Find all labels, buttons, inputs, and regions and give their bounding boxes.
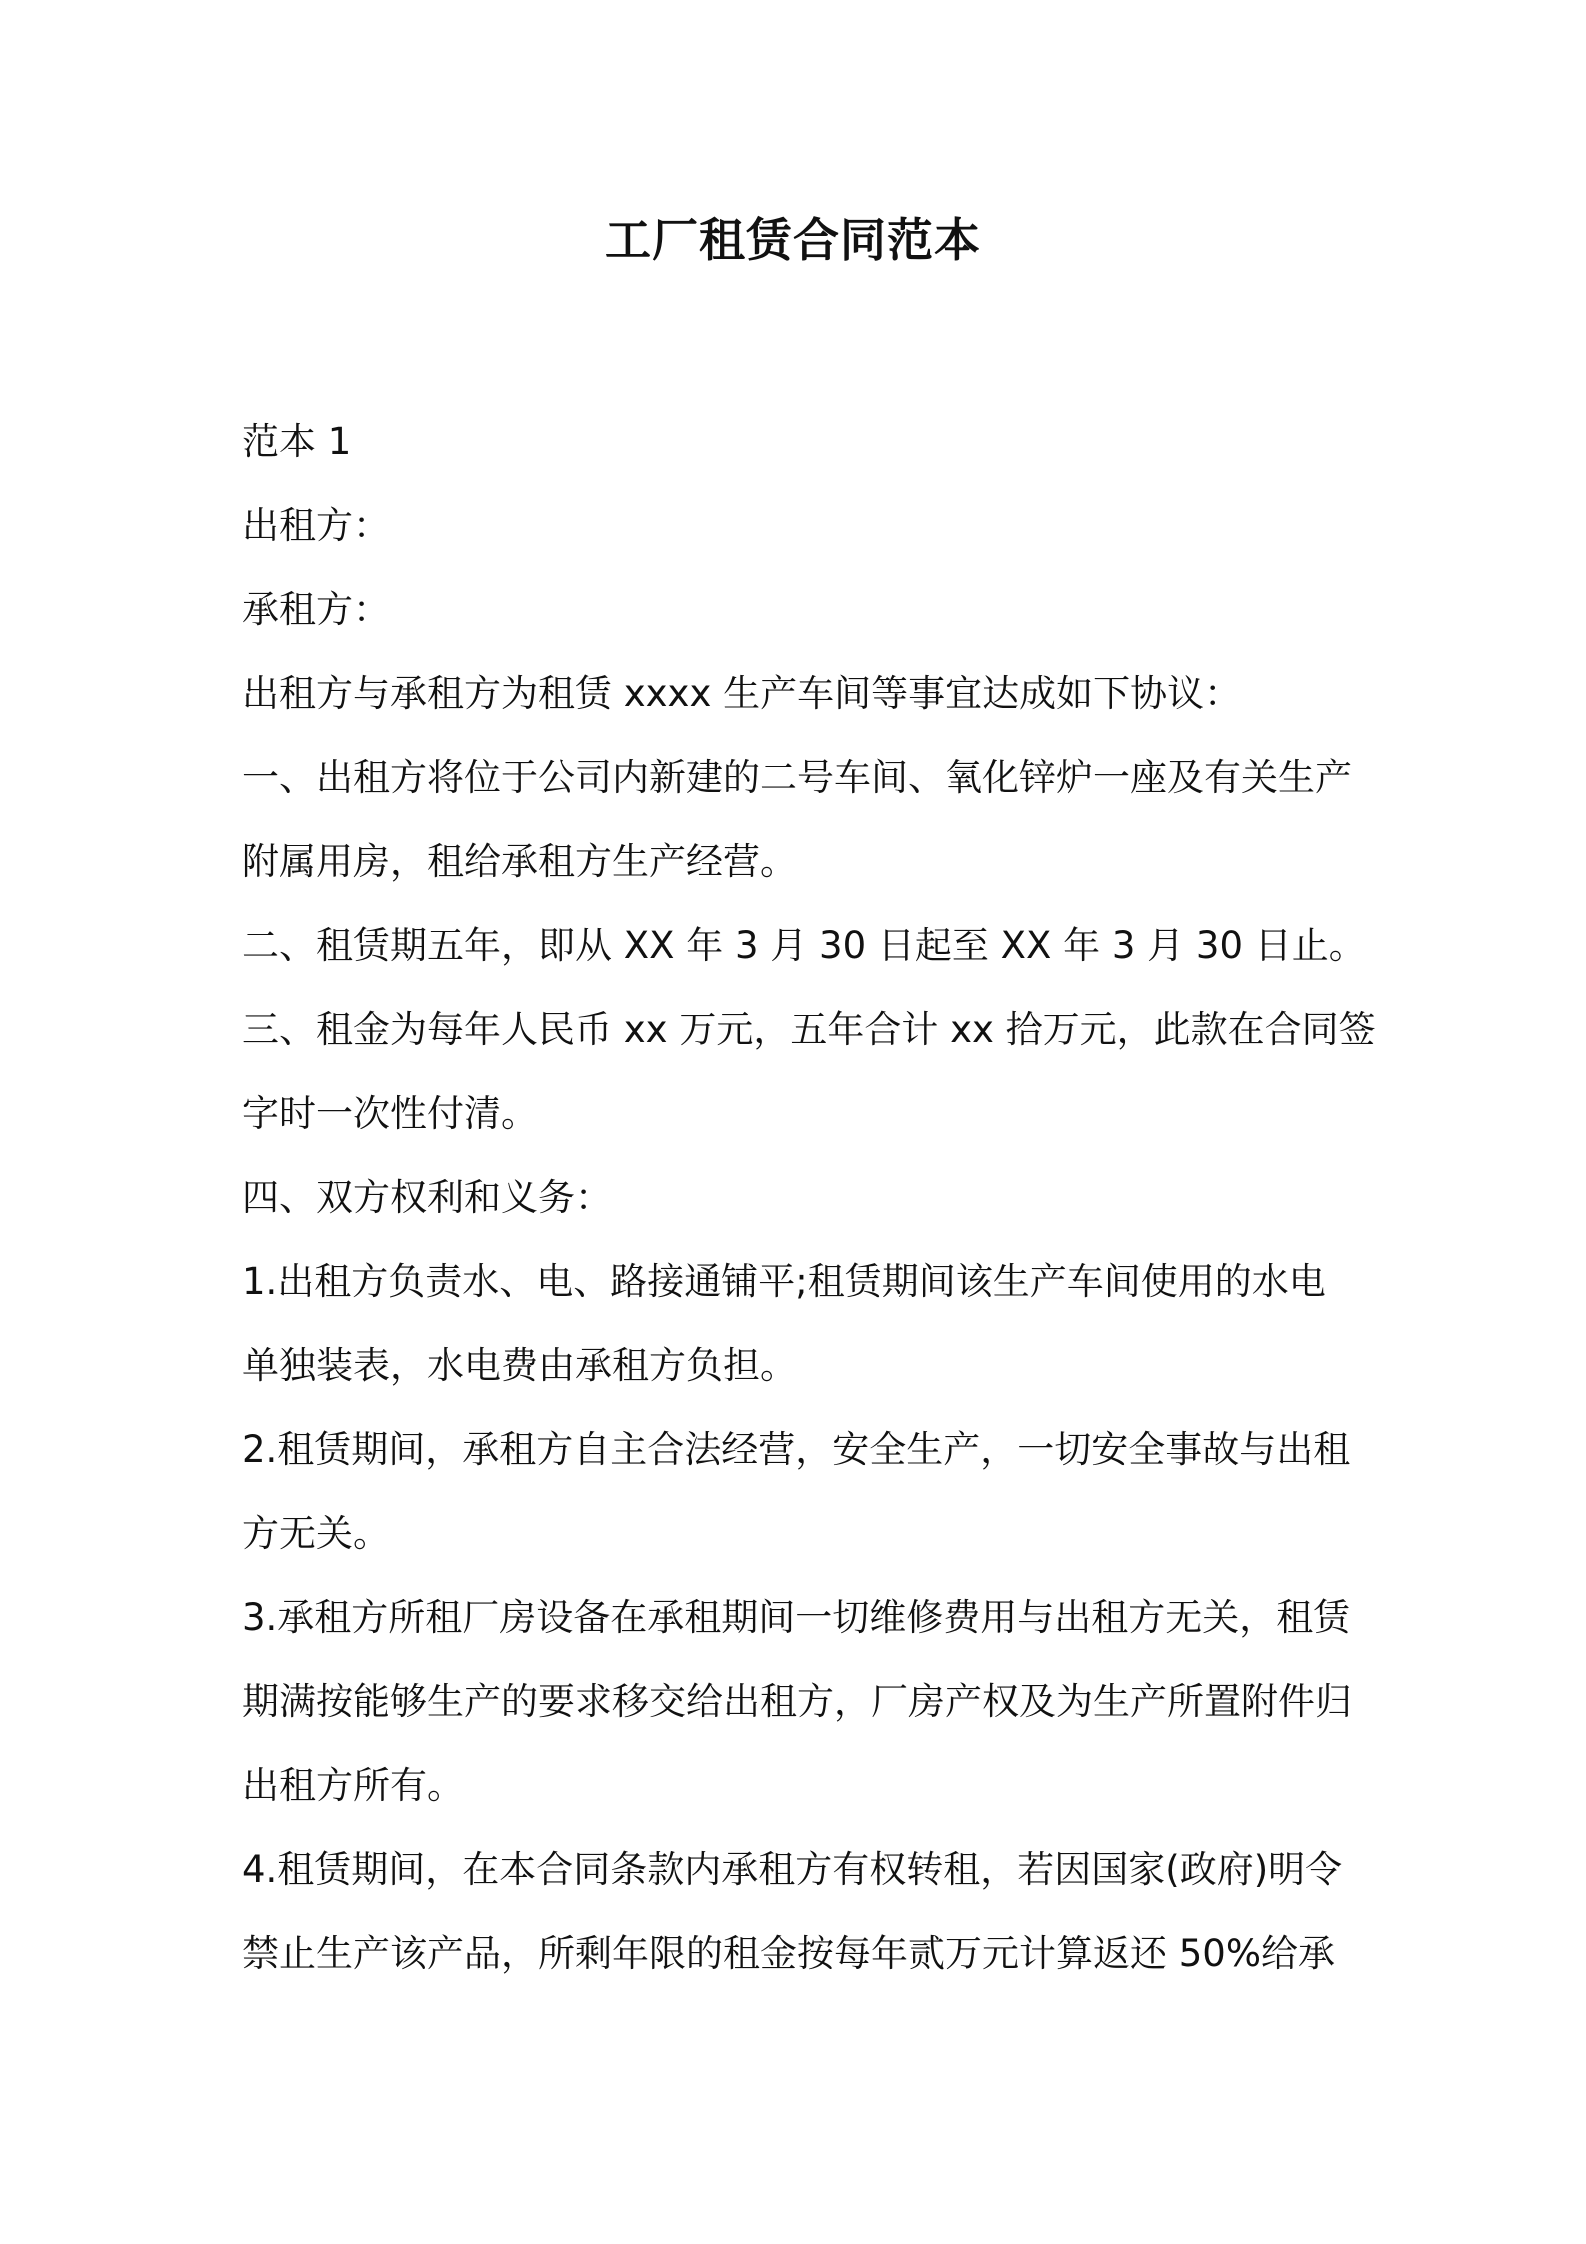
- document-body: [242, 400, 1376, 1996]
- text-line: 4.租赁期间，在本合同条款内承租方有权转租，若因国家(政府)明令: [242, 1848, 1343, 1891]
- text-line: 1.出租方负责水、电、路接通铺平;租赁期间该生产车间使用的水电: [242, 1260, 1326, 1303]
- text-line: 出租方与承租方为租赁 xxxx 生产车间等事宜达成如下协议：: [242, 672, 1242, 715]
- text-line: 范本 1: [242, 420, 352, 463]
- text-line: 出租方所有。: [242, 1764, 464, 1807]
- text-line: 出租方：: [242, 504, 390, 547]
- text-line: 一、出租方将位于公司内新建的二号车间、氧化锌炉一座及有关生产: [242, 756, 1352, 799]
- text-line: 附属用房，租给承租方生产经营。: [242, 840, 797, 883]
- text-line: 承租方：: [242, 588, 390, 631]
- text-line: 2.租赁期间，承租方自主合法经营，安全生产，一切安全事故与出租: [242, 1428, 1351, 1471]
- text-line: 二、租赁期五年，即从 XX 年 3 月 30 日起至 XX 年 3 月 30 日止。: [242, 924, 1366, 967]
- text-line: 字时一次性付清。: [242, 1092, 538, 1135]
- text-line: 三、租金为每年人民币 xx 万元，五年合计 xx 拾万元，此款在合同签: [242, 1008, 1376, 1051]
- text-line: 四、双方权利和义务：: [242, 1176, 612, 1219]
- text-line: 单独装表，水电费由承租方负担。: [242, 1344, 797, 1387]
- text-line: 禁止生产该产品，所剩年限的租金按每年贰万元计算返还 50%给承: [242, 1932, 1335, 1975]
- text-line: 方无关。: [242, 1512, 390, 1555]
- document-title: 工厂租赁合同范本: [605, 213, 981, 267]
- text-line: 3.承租方所租厂房设备在承租期间一切维修费用与出租方无关，租赁: [242, 1596, 1351, 1639]
- text-line: 期满按能够生产的要求移交给出租方，厂房产权及为生产所置附件归: [242, 1680, 1352, 1723]
